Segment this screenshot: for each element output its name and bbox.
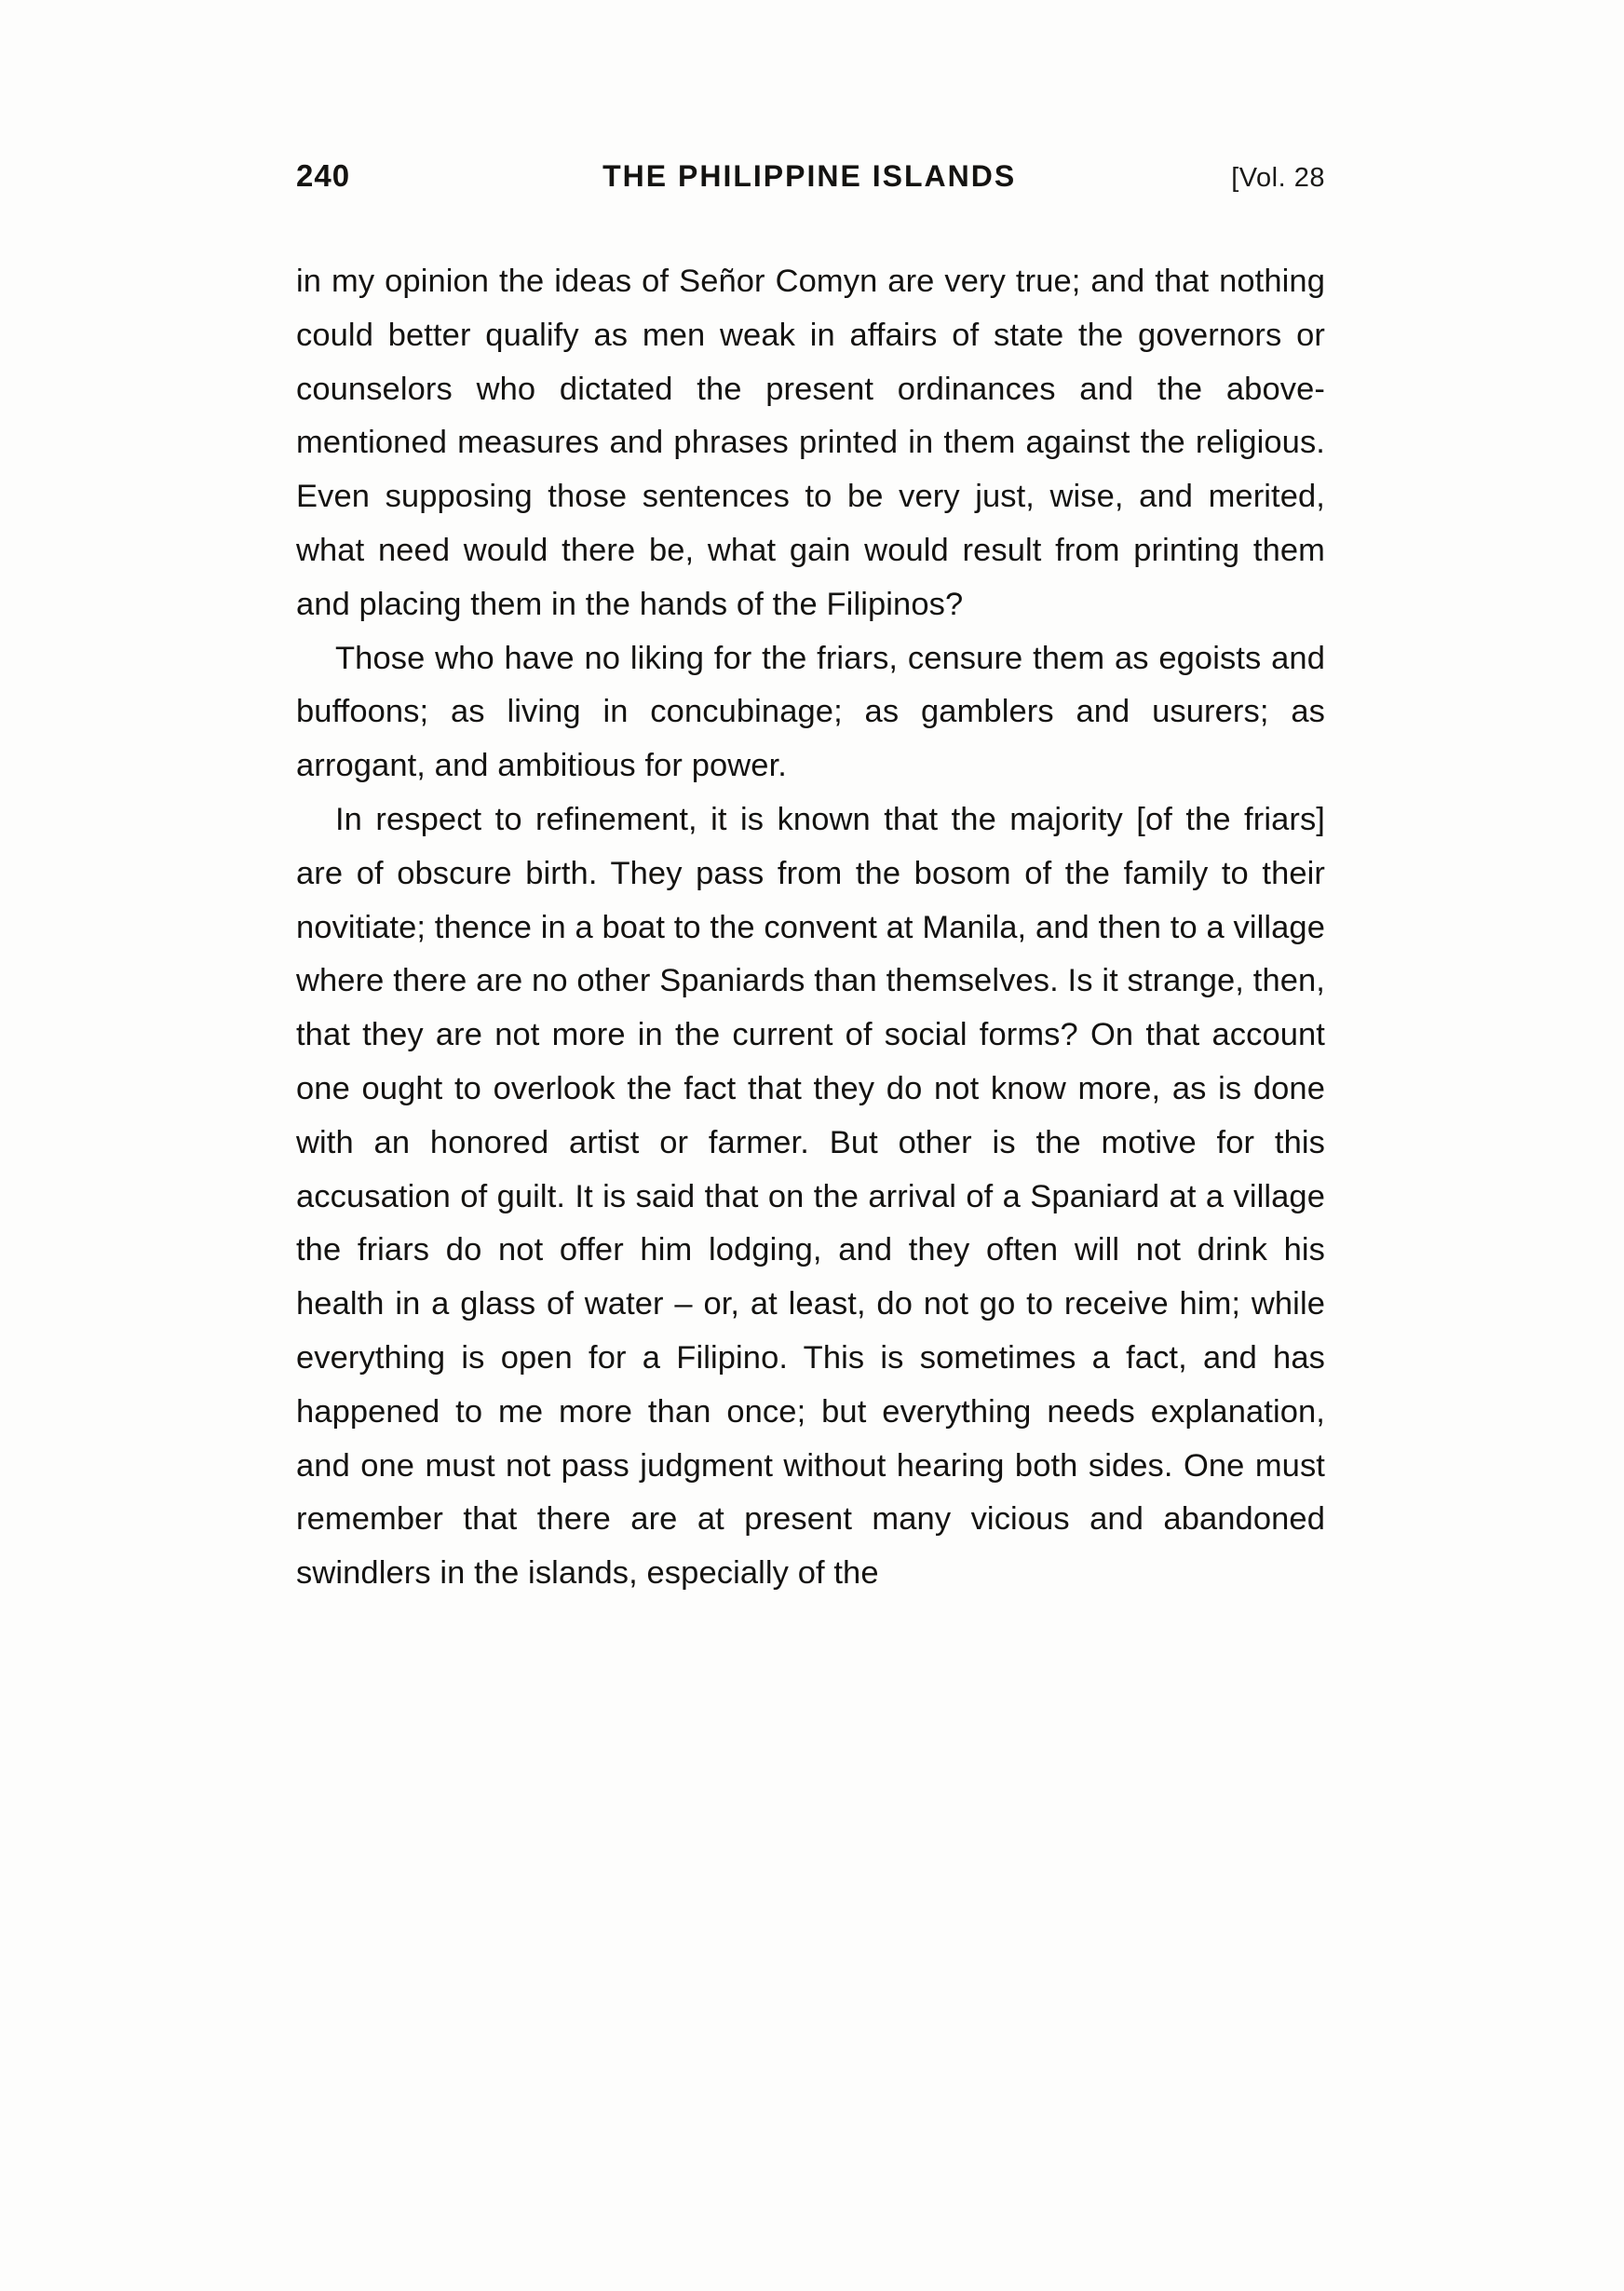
paragraph-3: In respect to refinement, it is known that the majority [of the friars] are of obscure birth. They pass from the bosom of the family to their novitiate; thence in a boat to the convent at Manila, and then to a village where there are no other Spaniards than themselves. Is it strange, then, that they are not more in the current of social forms? On that account one ought to overlook the fact that they do not know more, as is done with an honored artist or farmer. But other is the motive for this accusation of guilt. It is said that on the arrival of a Spaniard at a village the friars do not offer him lodging, and they often will not drink his health in a glass of water – or, at least, do not go to receive him; while everything is open for a Filipino. This is sometimes a fact, and has happened to me more than once; but everything needs explanation, and one must not pass judgment without hearing both sides. One must remember that there are at present many vicious and abandoned swindlers in the islands, especially of the bbox=[296, 801, 1325, 1592]
book-title: THE PHILIPPINE ISLANDS bbox=[602, 159, 1017, 193]
paragraph-2: Those who have no liking for the friars, censure them as egoists and buffoons; as living in concubinage; as gamblers and usurers; as arrogant, and ambitious for power. bbox=[296, 640, 1325, 784]
running-head bbox=[296, 158, 1325, 194]
page-content bbox=[296, 158, 1325, 1601]
volume-label: [Vol. 28 bbox=[1231, 163, 1325, 193]
page-number: 240 bbox=[296, 158, 351, 193]
paragraph-1: in my opinion the ideas of Señor Comyn are very true; and that nothing could better qualify as men weak in affairs of state the governors or counselors who dictated the present ordinances and the above-mentioned measures and phrases printed in them against the religious. Even supposing those sentences to be very just, wise, and merited, what need would there be, what gain would result from printing them and placing them in the hands of the Filipinos? bbox=[296, 264, 1325, 622]
body-text bbox=[296, 255, 1325, 1601]
